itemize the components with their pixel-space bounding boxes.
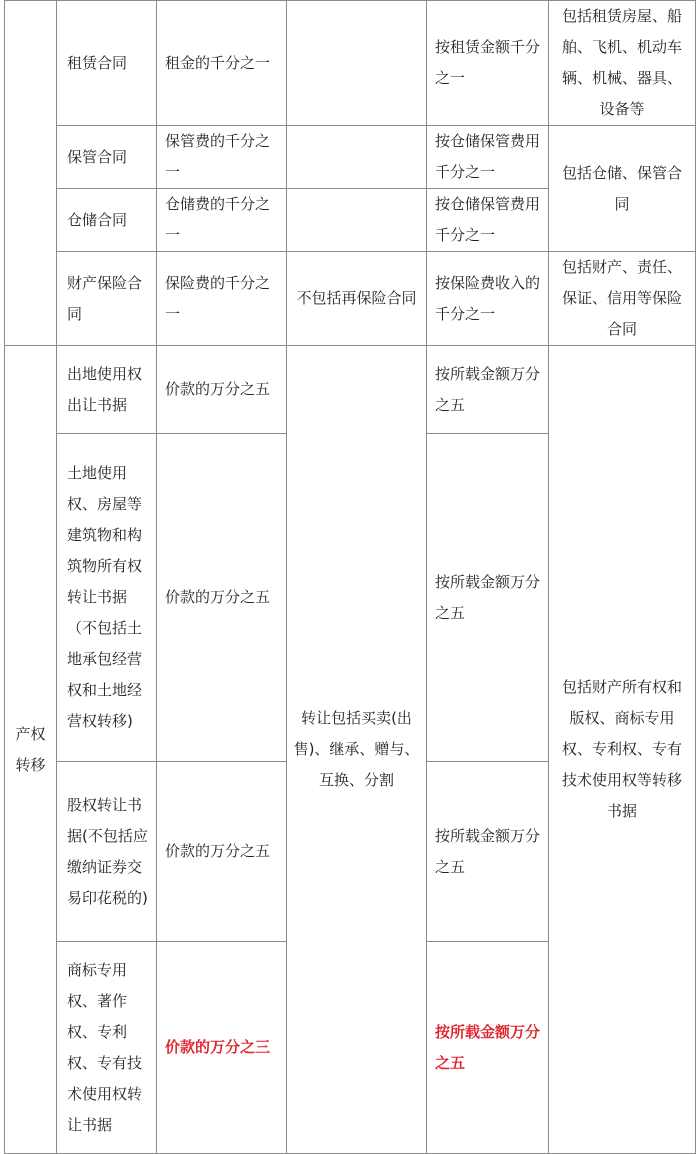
category-cell: 产权转移 (5, 346, 57, 1154)
basis-cell: 按所载金额万分之五 (427, 434, 549, 762)
table-row (5, 1, 696, 126)
scope-cell: 包括财产、责任、保证、信用等保险合同 (549, 252, 696, 346)
basis-cell: 按仓储保管费用千分之一 (427, 126, 549, 189)
basis-cell: 按租赁金额千分之一 (427, 1, 549, 126)
doc-cell: 仓储合同 (57, 189, 157, 252)
table-row (5, 346, 696, 434)
rate-cell: 保管费的千分之一 (157, 126, 287, 189)
rate-cell: 租金的千分之一 (157, 1, 287, 126)
doc-cell: 股权转让书据(不包括应缴纳证券交易印花税的) (57, 762, 157, 942)
category-cell-blank (5, 1, 57, 346)
doc-cell: 租赁合同 (57, 1, 157, 126)
doc-cell: 出地使用权出让书据 (57, 346, 157, 434)
rate-cell-highlighted: 价款的万分之三 (157, 942, 287, 1154)
table-row (5, 252, 696, 346)
note-cell (287, 189, 427, 252)
scope-cell: 包括仓储、保管合同 (549, 126, 696, 252)
rate-cell: 仓储费的千分之一 (157, 189, 287, 252)
doc-cell: 保管合同 (57, 126, 157, 189)
rate-cell: 价款的万分之五 (157, 762, 287, 942)
basis-cell: 按仓储保管费用千分之一 (427, 189, 549, 252)
rate-cell: 价款的万分之五 (157, 346, 287, 434)
doc-cell: 土地使用权、房屋等建筑物和构筑物所有权转让书据（不包括土地承包经营权和土地经营权转移) (57, 434, 157, 762)
doc-cell: 商标专用权、著作权、专利权、专有技术使用权转让书据 (57, 942, 157, 1154)
scope-cell: 包括财产所有权和版权、商标专用权、专利权、专有技术使用权等转移书据 (549, 346, 696, 1154)
rate-cell: 价款的万分之五 (157, 434, 287, 762)
table-row (5, 126, 696, 189)
note-cell (287, 1, 427, 126)
rate-cell: 保险费的千分之一 (157, 252, 287, 346)
basis-cell-highlighted: 按所载金额万分之五 (427, 942, 549, 1154)
basis-cell: 按所载金额万分之五 (427, 762, 549, 942)
basis-cell: 按所载金额万分之五 (427, 346, 549, 434)
note-cell: 不包括再保险合同 (287, 252, 427, 346)
note-cell: 转让包括买卖(出售)、继承、赠与、互换、分割 (287, 346, 427, 1154)
scope-cell: 包括租赁房屋、船舶、飞机、机动车辆、机械、器具、设备等 (549, 1, 696, 126)
doc-cell: 财产保险合同 (57, 252, 157, 346)
basis-cell: 按保险费收入的千分之一 (427, 252, 549, 346)
stamp-tax-table (4, 0, 696, 1154)
note-cell (287, 126, 427, 189)
